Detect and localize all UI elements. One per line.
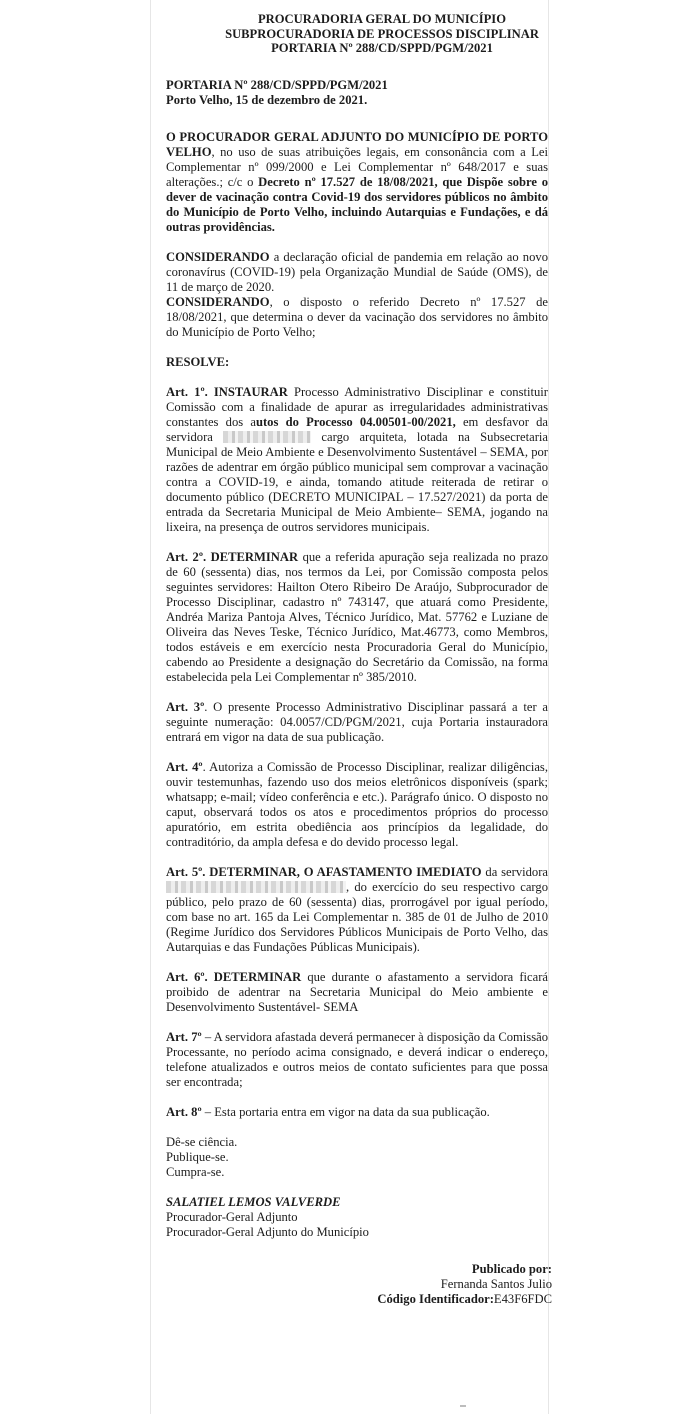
document-header [196, 12, 568, 56]
article-3-label: Art. 3º [166, 699, 205, 714]
article-7-label: Art. 7º [166, 1029, 202, 1044]
document-content [166, 12, 552, 1307]
article-8 [166, 1105, 548, 1120]
article-4-text: . Autoriza a Comissão de Processo Disciplinar, realizar diligências, ouvir testemunhas, fazendo uso dos meios eletrônicos disponíveis (spark; whatsapp; e-mail; vídeo conferência e etc.). Parágrafo único. O disposto no caput, observará todos os atos e procedimentos próprios do processo apuratório, em estrita obediência aos princípios da legalidade, do contraditório, da ampla defesa e do devido processo legal. [166, 759, 548, 849]
portaria-date: Porto Velho, 15 de dezembro de 2021. [166, 92, 368, 107]
closing-line-1: Dê-se ciência. [166, 1134, 238, 1149]
article-3 [166, 700, 548, 745]
header-line-3: PORTARIA Nº 288/CD/SPPD/PGM/2021 [271, 41, 493, 55]
header-line-1: PROCURADORIA GERAL DO MUNICÍPIO [257, 12, 507, 26]
scan-mark [460, 1405, 466, 1407]
article-5-text-a: da servidora [481, 864, 548, 879]
article-6-text: que durante o afastamento a servidora ficará proibido de adentrar na Secretaria Municipal do Meio ambiente e Desenvolvimento Sustentável- SEMA [166, 969, 548, 1014]
preamble-text: , no uso de suas atribuições legais, em consonância com a Lei Complementar nº 099/2000 e Lei Complementar nº 648/2017 e suas alterações.; c/c o [166, 144, 548, 189]
article-8-label: Art. 8º [166, 1104, 202, 1119]
page-edge-right [548, 0, 549, 1414]
article-5-text-b: , do exercício do seu respectivo cargo público, pelo prazo de 60 (sessenta) dias, prorrogável por igual período, com base no art. 165 da Lei Complementar n. 385 de 01 de Julho de 2010 (Regime Jurídico dos Servidores Públicos Municipais de Porto Velho, das Autarquias e das Fundações Públicas Municipais). [166, 879, 548, 954]
article-4-label: Art. 4º [166, 759, 203, 774]
closing-line-2: Publique-se. [166, 1149, 229, 1164]
preamble [166, 130, 548, 235]
article-1-text-c: cargo arquiteta, lotada na Subsecretaria Municipal de Meio Ambiente e Desenvolvimento Sustentável – SEMA, por razões de adentrar em órgão público municipal sem comprovar a vacinação contra a COVID-19, e ainda, tomando atitude reiterada de retirar o documento público (DECRETO MUNICIPAL – 17.527/2021) da porta de entrada da Secretaria Municipal de Meio Ambiente– SEMA, jogando na lixeira, na presença de outros servidores municipais. [166, 429, 548, 534]
redacted-name [223, 431, 311, 443]
identifier-line [166, 1292, 552, 1307]
resolve-heading: RESOLVE: [166, 354, 230, 369]
identifier-label: Código Identificador: [377, 1291, 494, 1306]
signatory-title-1: Procurador-Geral Adjunto [166, 1209, 298, 1224]
considerando-2-label: CONSIDERANDO [166, 294, 270, 309]
identifier-code: E43F6FDC [493, 1291, 552, 1306]
article-6-label: Art. 6º. DETERMINAR [166, 969, 302, 984]
publication-label: Publicado por: [471, 1261, 552, 1276]
portaria-number: PORTARIA Nº 288/CD/SPPD/PGM/2021 [166, 77, 388, 92]
article-7-text: – A servidora afastada deverá permanecer à disposição da Comissão Processante, no período acima consignado, e deverá indicar o endereço, telefone atualizados e outros meios de contato suficientes para que possa ser encontrada; [166, 1029, 548, 1089]
article-1-text-b: em desfavor da servidora [166, 414, 549, 444]
article-2-label: Art. 2º. DETERMINAR [166, 549, 299, 564]
redacted-name [166, 881, 346, 893]
article-1-process: utos do Processo 04.00501-00/2021, [255, 414, 456, 429]
considerando-1 [166, 250, 548, 295]
article-2 [166, 550, 548, 685]
considerando-1-label: CONSIDERANDO [166, 249, 270, 264]
article-5 [166, 865, 548, 955]
page-edge-left [150, 0, 151, 1414]
considerando-2 [166, 295, 548, 340]
signatory-name: SALATIEL LEMOS VALVERDE [166, 1194, 341, 1209]
publication-block [166, 1262, 552, 1307]
article-3-text: . O presente Processo Administrativo Disciplinar passará a ter a seguinte numeração: 04.0057/CD/PGM/2021, cuja Portaria instauradora entrará em vigor na data de sua publicação. [166, 699, 548, 744]
article-1-text-a: Processo Administrativo Disciplinar e constituir Comissão com a finalidade de apurar as irregularidades administrativas constantes dos a [166, 384, 548, 429]
closing-line-3: Cumpra-se. [166, 1164, 225, 1179]
article-1-label: Art. 1º. INSTAURAR [166, 384, 288, 399]
article-5-label: Art. 5º. DETERMINAR, O AFASTAMENTO IMEDIATO [166, 864, 482, 879]
article-1 [166, 385, 548, 535]
header-line-2: SUBPROCURADORIA DE PROCESSOS DISCIPLINAR [225, 26, 539, 41]
preamble-authority: O PROCURADOR GERAL ADJUNTO DO MUNICÍPIO DE PORTO VELHO [166, 129, 548, 159]
article-2-text: que a referida apuração seja realizada no prazo de 60 (sessenta) dias, nos termos da Lei, por Comissão composta pelos seguintes servidores: Hailton Otero Ribeiro De Araújo, Subprocurador de Processo Disciplinar, cadastro nº 743147, que atuará como Presidente, Andréa Mariza Pantoja Alves, Técnico Jurídico, Mat. 57762 e Luziane de Oliveira das Neves Teske, Técnico Jurídico, Mat.46773, como Membros, todos estáveis e em exercício nesta Procuradoria Geral do Município, cabendo ao Presidente a designação do Secretário da Comissão, na forma estabelecida pela Lei Complementar nº 385/2010. [166, 549, 548, 684]
considerando-1-text: a declaração oficial de pandemia em relação ao novo coronavírus (COVID-19) pela Organização Mundial de Saúde (OMS), de 11 de março de 2020. [166, 249, 548, 294]
article-6 [166, 970, 548, 1015]
publisher-name: Fernanda Santos Julio [440, 1276, 552, 1291]
article-4 [166, 760, 548, 850]
signatory-title-2: Procurador-Geral Adjunto do Município [166, 1224, 369, 1239]
considerando-2-text: , o disposto o referido Decreto nº 17.527 de 18/08/2021, que determina o dever da vacinação dos servidores no âmbito do Município de Porto Velho; [166, 294, 548, 339]
article-7 [166, 1030, 548, 1090]
preamble-decree: Decreto nº 17.527 de 18/08/2021, que Dispõe sobre o dever de vacinação contra Covid-19 dos servidores públicos no âmbito do Município de Porto Velho, incluindo Autarquias e Fundações, e dá outras providências. [166, 174, 549, 234]
article-8-text: – Esta portaria entra em vigor na data da sua publicação. [201, 1104, 490, 1119]
